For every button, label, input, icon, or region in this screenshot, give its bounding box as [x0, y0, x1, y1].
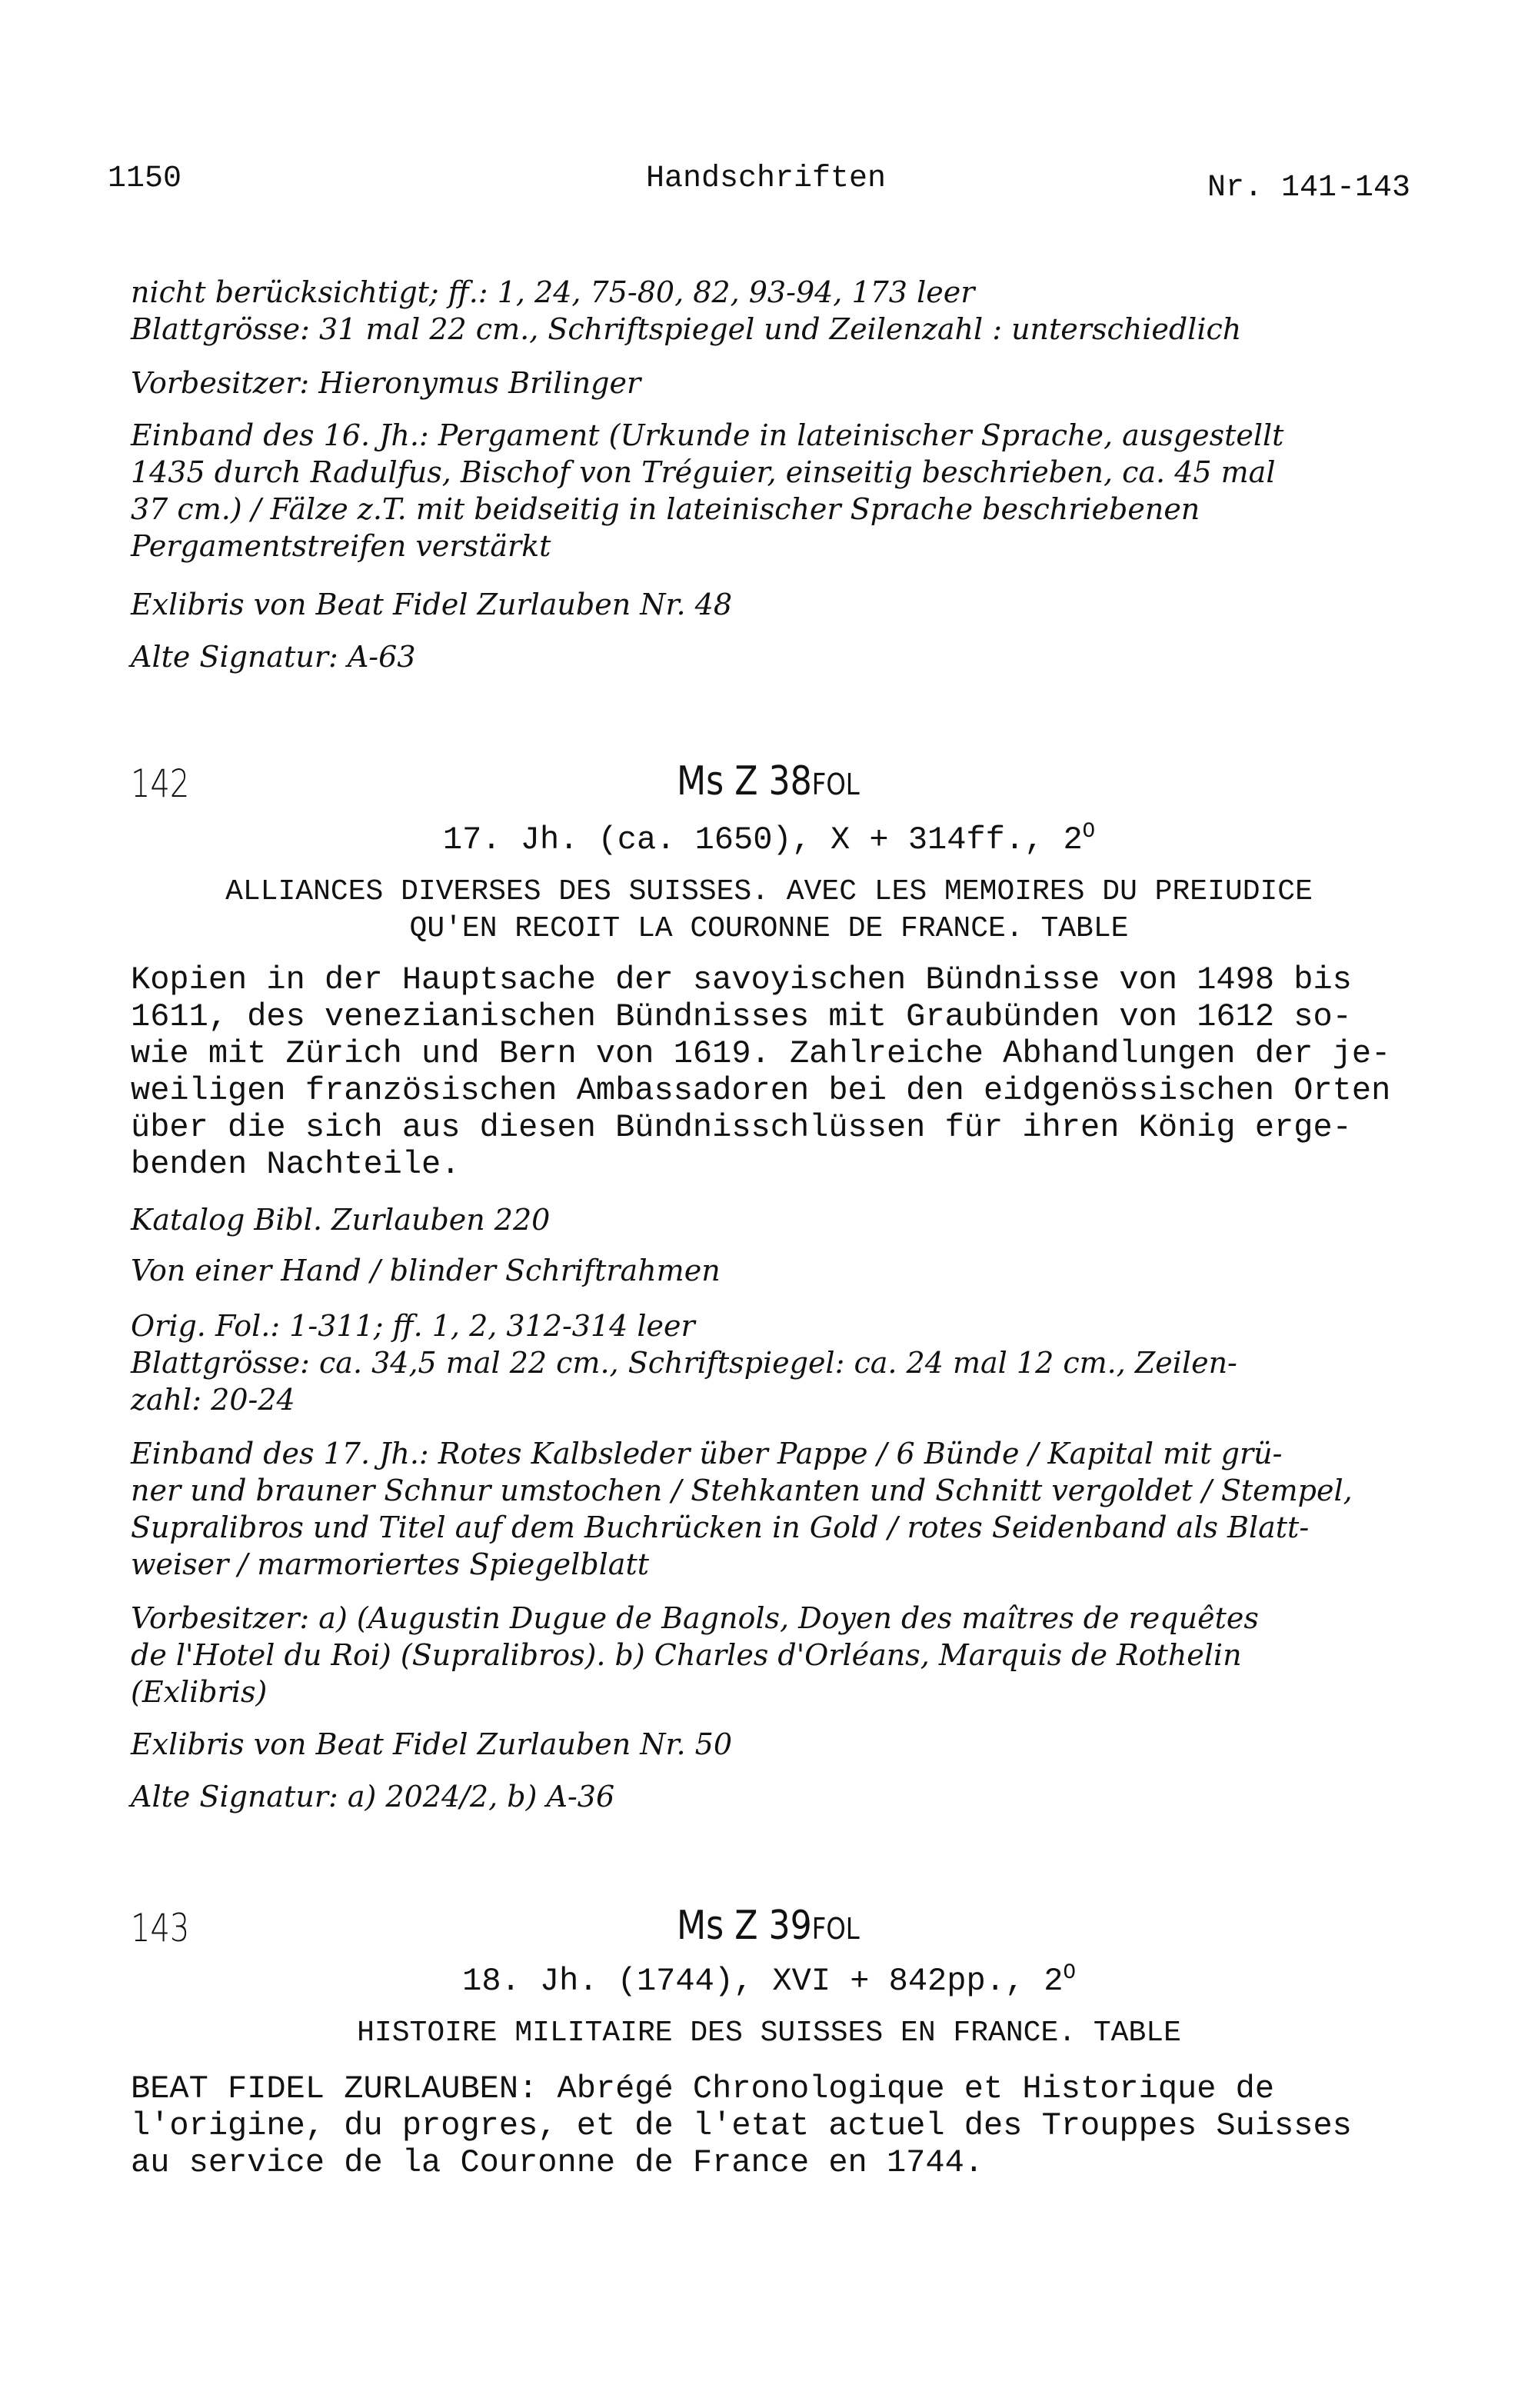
- format-superscript: O: [1082, 820, 1096, 844]
- date-text: 18. Jh. (1744), XVI + 842pp., 2: [462, 1963, 1064, 2000]
- text-line: weiser / marmoriertes Spiegelblatt: [131, 1547, 649, 1581]
- entry-number-143: 143: [131, 1906, 190, 1950]
- shelfmark-format: FOL: [811, 768, 860, 801]
- running-title: Handschriften: [646, 162, 887, 196]
- description-142: [131, 961, 1484, 1183]
- shelfmark-text: Ms Z 39: [677, 1903, 812, 1949]
- shelfmark-143: [677, 1903, 860, 1949]
- text-line: Blattgrösse: 31 mal 22 cm., Schriftspiegel und Zeilenzahl : unterschiedlich: [131, 312, 1242, 346]
- text-line: 37 cm.) / Fälze z.T. mit beidseitig in lateinischer Sprache beschriebenen: [131, 492, 1200, 526]
- hand-142: [131, 1252, 1484, 1289]
- title-142: [0, 874, 1538, 948]
- text-line: Alte Signatur: A-63: [131, 640, 416, 674]
- text-line: Blattgrösse: ca. 34,5 mal 22 cm., Schriftspiegel: ca. 24 mal 12 cm., Zeilen-: [131, 1346, 1237, 1380]
- date-line-143: [0, 1963, 1538, 2000]
- text-line: Pergamentstreifen verstärkt: [131, 529, 551, 563]
- text-line: Supralibros und Titel auf dem Buchrücken in Gold / rotes Seidenband als Blatt-: [131, 1510, 1310, 1544]
- text-line: ner und brauner Schnur umstochen / Stehkanten und Schnitt vergoldet / Stempel,: [131, 1474, 1353, 1507]
- text-line: 1435 durch Radulfus, Bischof von Tréguier, einseitig beschrieben, ca. 45 mal: [131, 455, 1276, 489]
- binding-142: [131, 1435, 1484, 1583]
- text-line: au service de la Couronne de France en 1744.: [131, 2144, 984, 2181]
- text-line: (Exlibris): [131, 1675, 268, 1709]
- entry141-foliation: [131, 274, 1484, 348]
- description-143: [131, 2070, 1484, 2181]
- catalog-reference-142: [131, 1201, 1484, 1238]
- format-superscript: O: [1063, 1961, 1076, 1985]
- title-line: HISTOIRE MILITAIRE DES SUISSES EN FRANCE. TABLE: [357, 2017, 1181, 2050]
- text-line: weiligen französischen Ambassadoren bei den eidgenössischen Orten: [131, 1072, 1391, 1109]
- text-line: l'origine, du progres, et de l'etat actuel des Trouppes Suisses: [131, 2107, 1352, 2144]
- text-line: Exlibris von Beat Fidel Zurlauben Nr. 48: [131, 588, 733, 621]
- text-line: BEAT FIDEL ZURLAUBEN: Abrégé Chronologique et Historique de: [131, 2070, 1275, 2107]
- text-line: Vorbesitzer: Hieronymus Brilinger: [131, 366, 641, 400]
- text-line: wie mit Zürich und Bern von 1619. Zahlreiche Abhandlungen der je-: [131, 1035, 1391, 1072]
- text-line: Von einer Hand / blinder Schriftrahmen: [131, 1254, 721, 1287]
- text-line: 1611, des venezianischen Bündnisses mit Graubünden von 1612 so-: [131, 998, 1352, 1035]
- entry141-binding: [131, 417, 1484, 565]
- text-line: zahl: 20-24: [131, 1383, 295, 1417]
- text-line: Orig. Fol.: 1-311; ff. 1, 2, 312-314 leer: [131, 1309, 695, 1343]
- entry141-exlibris: [131, 586, 1484, 623]
- date-line-142: [0, 821, 1538, 858]
- title-line: ALLIANCES DIVERSES DES SUISSES. AVEC LES MEMOIRES DU PREIUDICE: [225, 875, 1313, 908]
- text-line: benden Nachteile.: [131, 1146, 461, 1183]
- text-line: Einband des 16. Jh.: Pergament (Urkunde in lateinischer Sprache, ausgestellt: [131, 418, 1284, 452]
- entry-range: Nr. 141-143: [1207, 171, 1411, 205]
- text-line: Kopien in der Hauptsache der savoyischen Bündnisse von 1498 bis: [131, 961, 1352, 998]
- shelfmark-format: FOL: [811, 1912, 860, 1946]
- text-line: de l'Hotel du Roi) (Supralibros). b) Charles d'Orléans, Marquis de Rothelin: [131, 1638, 1242, 1672]
- date-text: 17. Jh. (ca. 1650), X + 314ff., 2: [442, 821, 1083, 858]
- text-line: Vorbesitzer: a) (Augustin Dugue de Bagnols, Doyen des maîtres de requêtes: [131, 1601, 1259, 1635]
- text-line: nicht berücksichtigt; ff.: 1, 24, 75-80, 82, 93-94, 173 leer: [131, 275, 975, 309]
- text-line: über die sich aus diesen Bündnisschlüssen für ihren König erge-: [131, 1109, 1352, 1146]
- entry141-old-signature: [131, 638, 1484, 675]
- title-143: [0, 2015, 1538, 2052]
- entry-number-142: 142: [131, 761, 190, 806]
- title-line: QU'EN RECOIT LA COURONNE DE FRANCE. TABLE: [409, 912, 1129, 945]
- page-number: 1150: [108, 162, 182, 196]
- entry141-owner: [131, 365, 1484, 401]
- text-line: Exlibris von Beat Fidel Zurlauben Nr. 50: [131, 1727, 733, 1761]
- owners-142: [131, 1600, 1484, 1710]
- text-line: Katalog Bibl. Zurlauben 220: [131, 1203, 551, 1237]
- shelfmark-text: Ms Z 38: [677, 758, 812, 804]
- foliation-142: [131, 1307, 1484, 1418]
- text-line: Alte Signatur: a) 2024/2, b) A-36: [131, 1780, 615, 1813]
- shelfmark-142: [677, 758, 860, 804]
- text-line: Einband des 17. Jh.: Rotes Kalbsleder über Pappe / 6 Bünde / Kapital mit grü-: [131, 1437, 1283, 1470]
- exlibris-142: [131, 1726, 1484, 1763]
- old-signature-142: [131, 1778, 1484, 1815]
